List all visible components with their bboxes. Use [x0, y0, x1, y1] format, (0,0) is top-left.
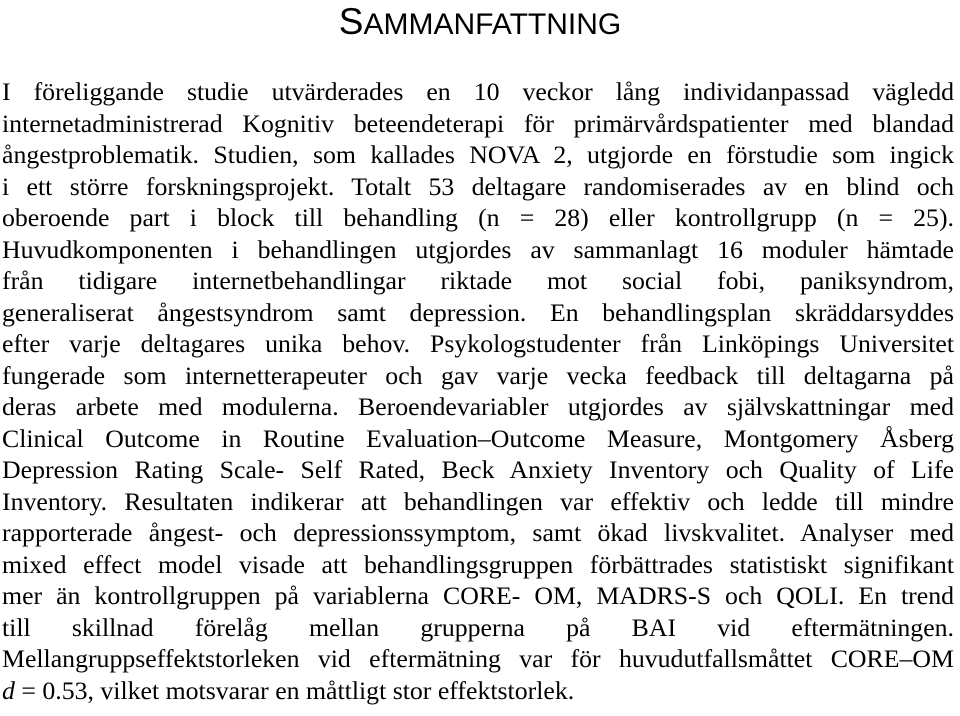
effect-size-symbol: d	[2, 675, 15, 705]
body-line: oberoende part i block till behandling (n = 28) eller kontrollgrupp (n = 25).	[2, 203, 954, 232]
body-line: fungerade som internetterapeuter och gav varje vecka feedback till deltagarna på	[2, 360, 954, 390]
body-line: till skillnad förelåg mellan grupperna på BAI vid eftermätningen.	[2, 612, 954, 642]
body-line: ångestproblematik. Studien, som kallades NOVA 2, utgjorde en förstudie som ingick	[2, 140, 954, 169]
document-title	[0, 2, 960, 45]
body-last-line	[2, 675, 954, 707]
body-line: från tidigare internetbehandlingar riktade mot social fobi, paniksyndrom,	[2, 266, 954, 295]
body-line: generaliserat ångestsyndrom samt depression. En behandlingsplan skräddarsyddes	[2, 297, 954, 327]
title-first-letter: S	[338, 1, 364, 42]
body-line: i ett större forskningsprojekt. Totalt 53 deltagare randomiserades av en blind och	[2, 171, 954, 201]
body-line: Mellangruppseffektstorleken vid eftermätning var för huvudutfallsmåttet CORE–OM	[2, 644, 954, 673]
body-line: deras arbete med modulerna. Beroendevariabler utgjordes av självskattningar med	[2, 392, 954, 421]
abstract-body	[2, 76, 954, 706]
title-rest: AMMANFATTNING	[363, 8, 622, 41]
body-line: Depression Rating Scale- Self Rated, Beck Anxiety Inventory och Quality of Life	[2, 455, 954, 484]
body-line: efter varje deltagares unika behov. Psykologstudenter från Linköpings Universitet	[2, 329, 954, 358]
body-line: Inventory. Resultaten indikerar att behandlingen var effektiv och ledde till mindre	[2, 486, 954, 516]
body-line: mer än kontrollgruppen på variablerna CORE- OM, MADRS-S och QOLI. En trend	[2, 581, 954, 610]
body-line: Clinical Outcome in Routine Evaluation–Outcome Measure, Montgomery Åsberg	[2, 423, 954, 453]
body-line: rapporterade ångest- och depressionssymptom, samt ökad livskvalitet. Analyser med	[2, 518, 954, 547]
body-line: I föreliggande studie utvärderades en 10 veckor lång individanpassad vägledd	[2, 77, 954, 106]
body-line: Huvudkomponenten i behandlingen utgjordes av sammanlagt 16 moduler hämtade	[2, 234, 954, 264]
body-line: mixed effect model visade att behandlingsgruppen förbättrades statistiskt signifikant	[2, 549, 954, 579]
body-last-line-text: = 0.53, vilket motsvarar en måttligt stor effektstorlek.	[14, 675, 575, 705]
body-line: internetadministrerad Kognitiv beteendeterapi för primärvårdspatienter med blandad	[2, 108, 954, 138]
